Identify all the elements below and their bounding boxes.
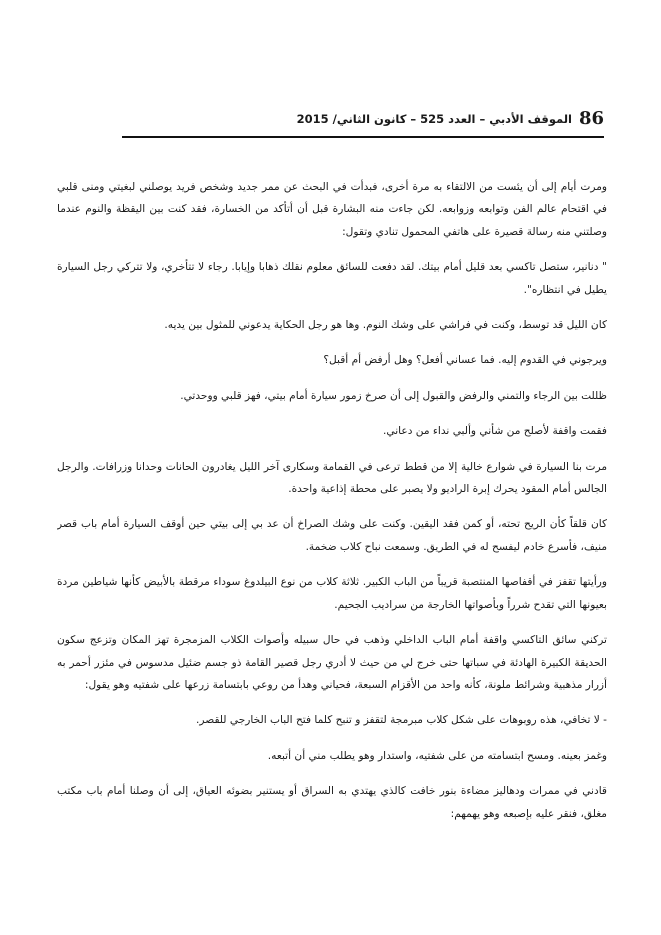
- paragraph: ورأيتها تقفز في أقفاصها المنتصبة قريباً من الباب الكبير. ثلاثة كلاب من نوع البيلدوغ سوداء مرقطة بالأبيض كأنها شياطين مردة بعيونها التي تقدح شرراً وبأصواتها الخارجة من سراديب الجحيم.: [57, 576, 607, 611]
- paragraph: ظللت بين الرجاء والتمني والرفض والقبول إلى أن صرخ زمور سيارة أمام بيتي، فهز قلبي ووحدتي.: [180, 389, 607, 402]
- article-body: [57, 176, 607, 856]
- paragraph: وغمز بعينه. ومسح ابتسامته من على شفتيه، واستدار وهو يطلب مني أن أتبعه.: [267, 749, 607, 762]
- paragraph: ومرت أيام إلى أن يئست من الالتقاء به مرة أخرى، فبدأت في البحث عن ممر جديد وشخص فريد يوصلني لبغيتي ومنى قلبي في اقتحام عالم الفن وتوابعه وزوابعه. لكن جاءت منه البشارة قبل أن أتأكد من الخسارة، فقد كنت بين اليقظة والنوم عندما وصلتني منه رسالة قصيرة على هاتفي المحمول تنادي وتقول:: [57, 181, 607, 238]
- paragraph: قادني في ممرات ودهاليز مضاءة بنور خافت كالذي يهتدي به السراق أو يستنير بضوئه العياق، إلى أن وصلنا أمام باب مكتب مغلق، فنقر عليه بإصبعه وهو يهمهم:: [57, 785, 607, 820]
- paragraph: مرت بنا السيارة في شوارع خالية إلا من قطط ترعى في القمامة وسكارى آخر الليل يغادرون الحانات وحدانا وزرافات. والرجل الجالس أمام المقود يحرك إبرة الراديو ولا يصبر على محطة إذاعية واحدة.: [57, 460, 607, 496]
- header-rule: [122, 136, 604, 138]
- page-header: [122, 104, 604, 138]
- paragraph: كان الليل قد توسط، وكنت في فراشي على وشك النوم. وها هو رجل الحكاية يدعوني للمثول بين يديه.: [164, 319, 607, 332]
- running-title: الموقف الأدبي – العدد 525 – كانون الثاني/ 2015: [296, 112, 572, 126]
- paragraph: كان قلقاً كأن الريح تحته، أو كمن فقد اليقين. وكنت على وشك الصراخ أن عد بي إلى بيتي حين أوقف السيارة أمام باب قصر منيف، فأسرع خادم ليفسح له في الطريق. وسمعت نباح كلاب ضخمة.: [57, 518, 607, 553]
- page-number: 86: [578, 108, 604, 129]
- paragraph: فقمت واقفة لأصلح من شأني وألبي نداء من دعاني.: [383, 425, 607, 438]
- paragraph: تركني سائق التاكسي واقفة أمام الباب الداخلي وذهب في حال سبيله وأصوات الكلاب المزمجرة تهز المكان وتزعج سكون الحديقة الكبيرة الهادئة في سباتها حتى خرج لي من حيث لا أدري رجل قصير القامة ذو جسم ضئيل مدسوس في مئزر أحمر به أزرار مذهبية وشرائط ملونة، كأنه واحد من الأقزام السبعة، فحياني وهدأ من روعي بابتسامة زرعها على شفتيه وهو يقول:: [57, 634, 607, 691]
- paragraph: " دنانير، ستصل تاكسي بعد قليل أمام بيتك. لقد دفعت للسائق معلوم نقلك ذهابا وإيابا. رجاء لا تتأخري، ولا تتركي رجل السيارة يطيل في انتظاره".: [57, 261, 607, 296]
- paragraph: - لا تخافي، هذه روبوهات على شكل كلاب مبرمجة لتقفز و تنبح كلما فتح الباب الخارجي للقصر.: [196, 714, 607, 727]
- paragraph: ويرجوني في القدوم إليه. فما عساني أفعل؟ وهل أرفض أم أقبل؟: [323, 354, 607, 367]
